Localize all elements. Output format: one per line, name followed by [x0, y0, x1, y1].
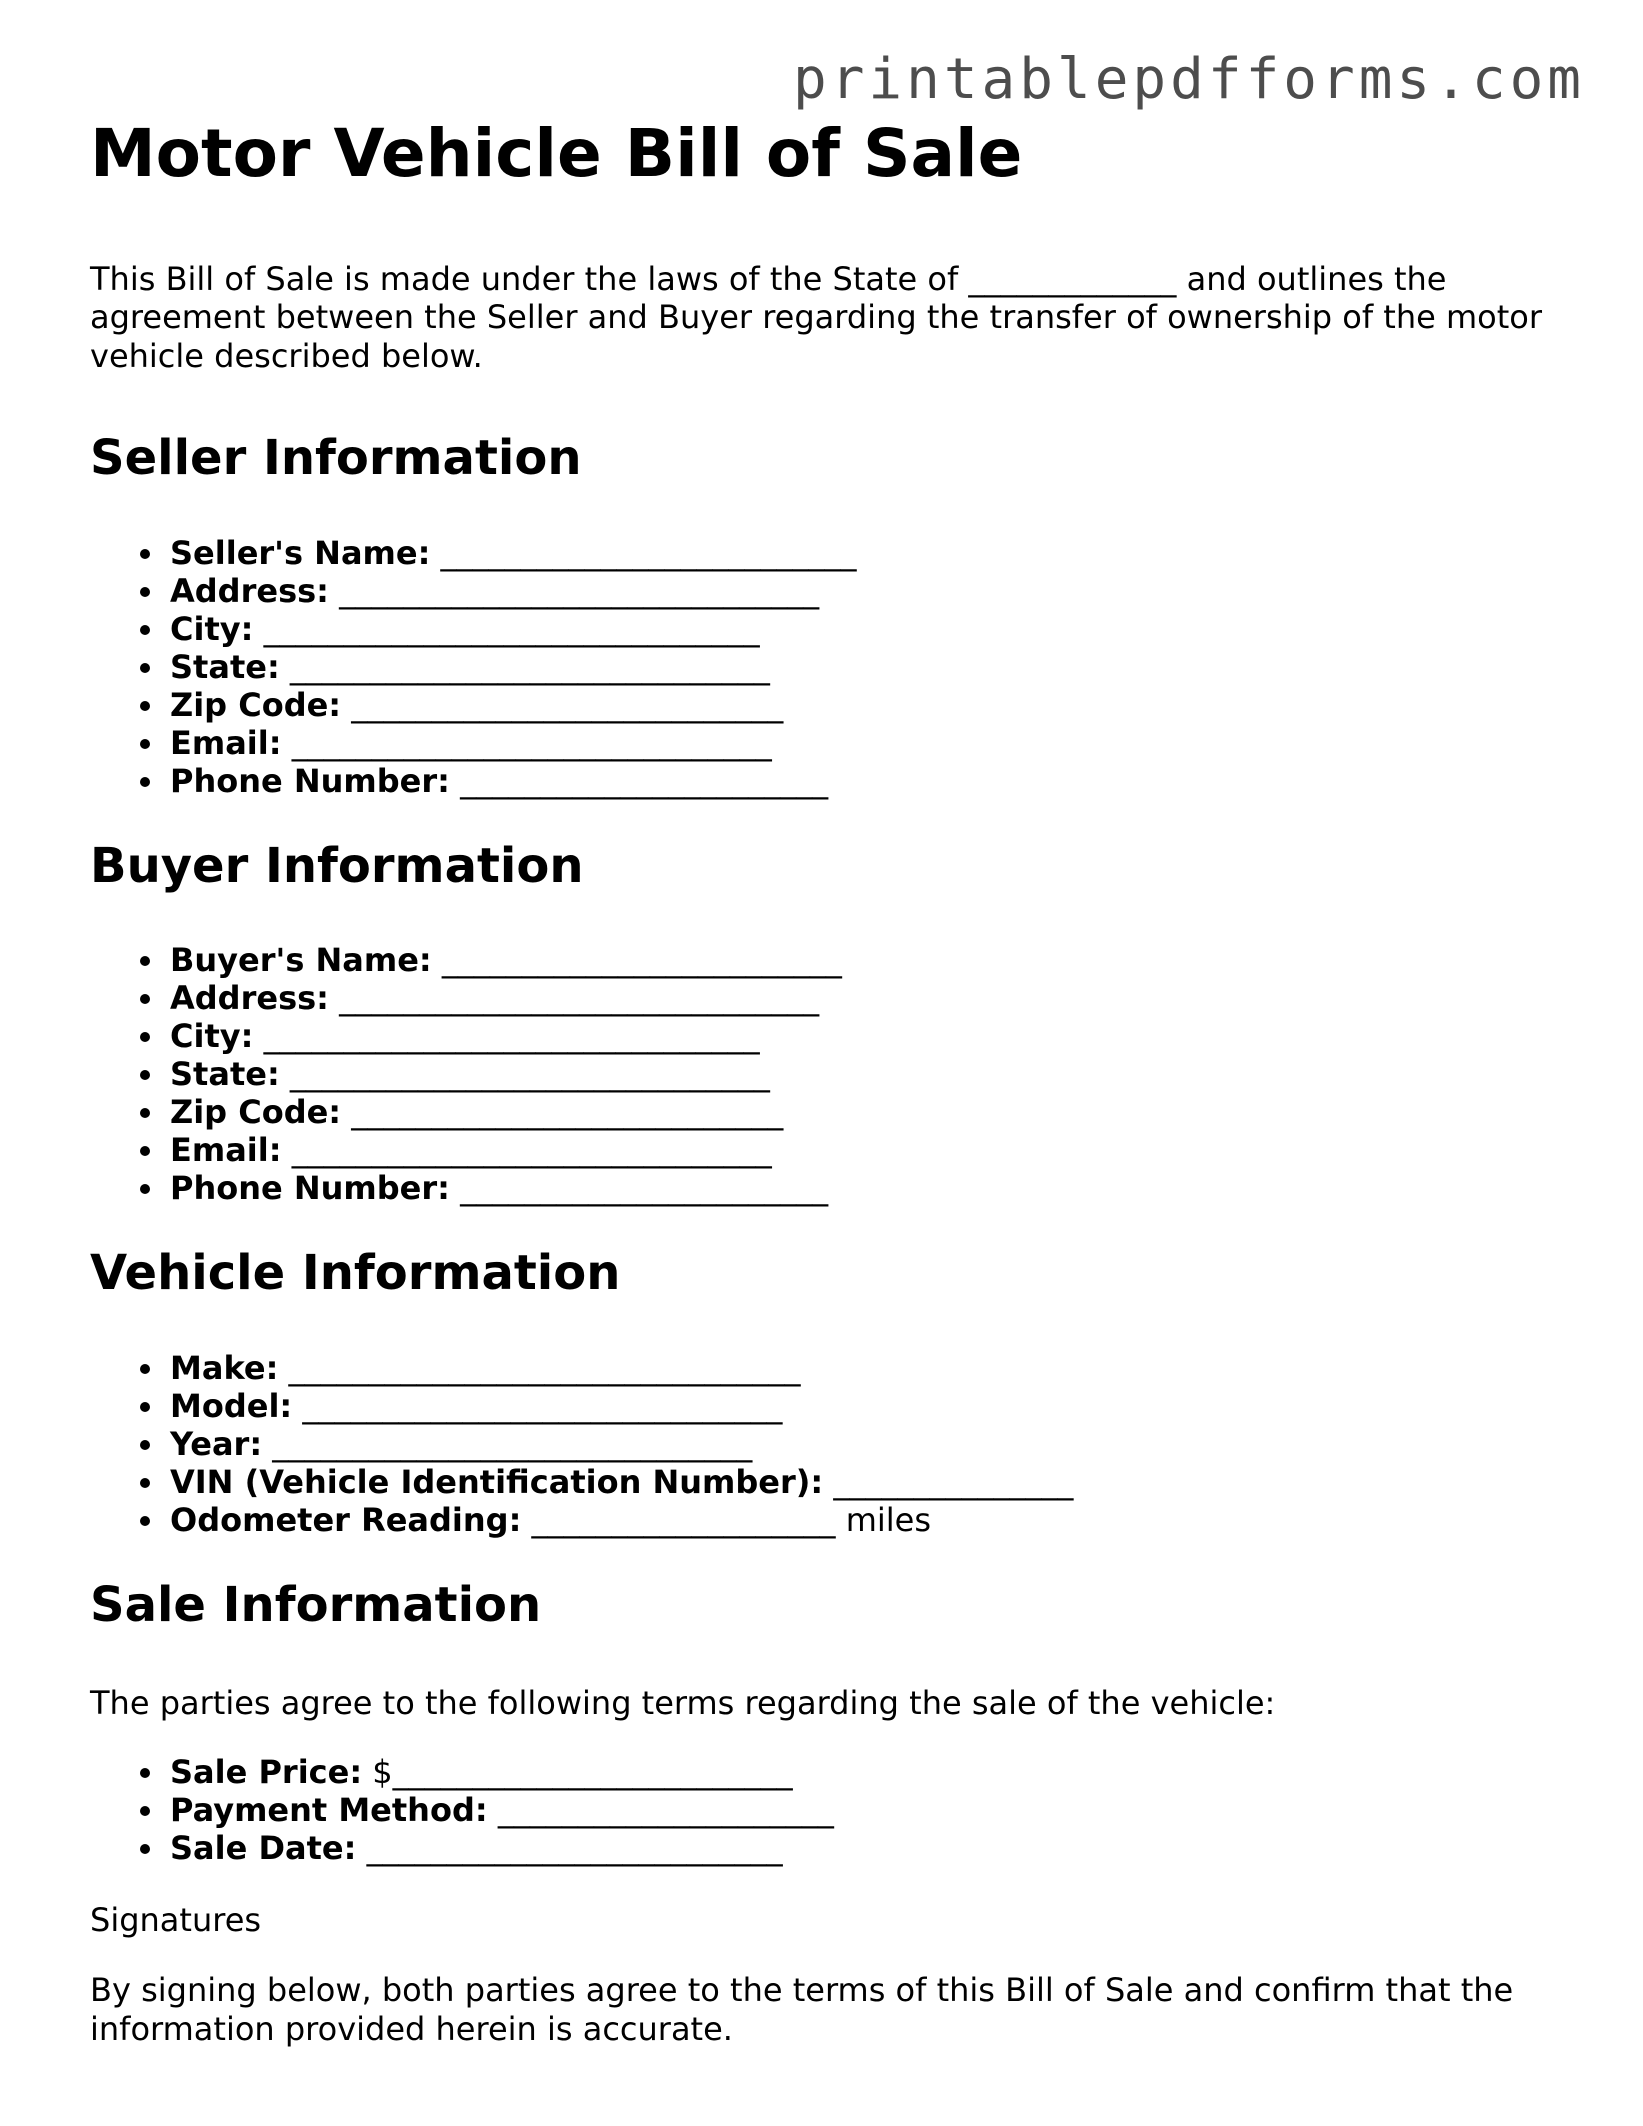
fill-in-blank[interactable]: _______________________________	[263, 1017, 760, 1056]
field-label: VIN (Vehicle Identification Number):	[170, 1462, 824, 1501]
fill-in-blank[interactable]: __________________________	[366, 1828, 783, 1867]
fill-in-blank[interactable]: _____________________	[497, 1790, 834, 1829]
fill-in-blank[interactable]: ______________________________	[289, 1055, 770, 1094]
field-label: Zip Code:	[170, 1093, 342, 1132]
seller-section-heading: Seller Information	[90, 430, 582, 487]
seller-email-field	[170, 724, 1550, 762]
watermark: printablepdfforms.com	[792, 47, 1585, 112]
field-label: Model:	[170, 1386, 293, 1425]
field-label: Email:	[170, 723, 282, 762]
fill-in-blank[interactable]: ________________________________	[288, 1348, 801, 1387]
buyer-zip-field	[170, 1093, 1550, 1131]
seller-city-field	[170, 610, 1550, 648]
field-label: Make:	[170, 1348, 279, 1387]
vehicle-model-field	[170, 1387, 1550, 1425]
buyer-fields-list	[90, 941, 1550, 1207]
field-label: Sale Date:	[170, 1828, 357, 1867]
fill-in-blank[interactable]: ______________________________	[339, 571, 820, 610]
field-label: Sale Price:	[170, 1752, 363, 1791]
vehicle-year-field	[170, 1425, 1550, 1463]
field-label: State:	[170, 1055, 280, 1094]
payment-method-field	[170, 1791, 1550, 1829]
buyer-phone-field	[170, 1169, 1550, 1207]
field-label: Email:	[170, 1131, 282, 1170]
fill-in-blank[interactable]: ______________________________	[291, 723, 772, 762]
buyer-address-field	[170, 979, 1550, 1017]
seller-phone-field	[170, 762, 1550, 800]
bill-of-sale-document	[90, 116, 1550, 2048]
fill-in-blank[interactable]: _______________________	[460, 761, 829, 800]
odometer-unit: miles	[835, 1500, 932, 1539]
sale-terms-text: The parties agree to the following terms regarding the sale of the vehicle:	[90, 1684, 1276, 1723]
field-label: Phone Number:	[170, 761, 450, 800]
vehicle-fields-list	[90, 1349, 1550, 1539]
buyer-name-field	[170, 941, 1550, 979]
seller-zip-field	[170, 686, 1550, 724]
field-label: Phone Number:	[170, 1169, 450, 1208]
field-label: Zip Code:	[170, 685, 342, 724]
fill-in-blank[interactable]: ______________________________	[339, 979, 820, 1018]
field-label: Year:	[170, 1424, 263, 1463]
field-label: Buyer's Name:	[170, 941, 432, 980]
fill-in-blank[interactable]: ______________________________	[272, 1424, 753, 1463]
seller-fields-list	[90, 534, 1550, 800]
buyer-city-field	[170, 1017, 1550, 1055]
fill-in-blank[interactable]: __________________________	[440, 533, 857, 572]
seller-state-field	[170, 648, 1550, 686]
field-label: Address:	[170, 979, 329, 1018]
intro-paragraph: This Bill of Sale is made under the laws of the State of _____________ and outlines the agreement between the Seller and Buyer regarding the transfer of ownership of the motor vehicle described below.	[90, 259, 1543, 375]
fill-in-blank[interactable]: $_________________________	[372, 1752, 793, 1791]
field-label: State:	[170, 647, 280, 686]
sale-section-heading: Sale Information	[90, 1576, 542, 1633]
sale-fields-list	[90, 1753, 1550, 1867]
fill-in-blank[interactable]: _______________	[833, 1462, 1074, 1501]
sale-date-field	[170, 1829, 1550, 1867]
signatures-heading: Signatures	[90, 1900, 262, 1939]
fill-in-blank[interactable]: ___________________________	[351, 685, 784, 724]
field-label: City:	[170, 609, 254, 648]
buyer-state-field	[170, 1055, 1550, 1093]
fill-in-blank[interactable]: ___________________________	[351, 1093, 784, 1132]
field-label: Payment Method:	[170, 1790, 488, 1829]
seller-name-field	[170, 534, 1550, 572]
vehicle-make-field	[170, 1349, 1550, 1387]
buyer-section-heading: Buyer Information	[90, 837, 584, 894]
fill-in-blank[interactable]: _______________________________	[263, 609, 760, 648]
fill-in-blank[interactable]: ___________________	[531, 1500, 836, 1539]
fill-in-blank[interactable]: ______________________________	[291, 1131, 772, 1170]
fill-in-blank[interactable]: _______________________	[460, 1169, 829, 1208]
field-label: Address:	[170, 571, 329, 610]
fill-in-blank[interactable]: _________________________	[441, 941, 842, 980]
field-label: Seller's Name:	[170, 533, 431, 572]
field-label: City:	[170, 1017, 254, 1056]
fill-in-blank[interactable]: ______________________________	[302, 1386, 783, 1425]
sale-price-field	[170, 1753, 1550, 1791]
seller-address-field	[170, 572, 1550, 610]
fill-in-blank[interactable]: ______________________________	[289, 647, 770, 686]
field-label: Odometer Reading:	[170, 1500, 522, 1539]
page-title: Motor Vehicle Bill of Sale	[90, 115, 1023, 192]
vehicle-vin-field	[170, 1463, 1550, 1501]
vehicle-section-heading: Vehicle Information	[90, 1245, 621, 1302]
signatures-text: By signing below, both parties agree to the terms of this Bill of Sale and confirm that the information provided herein is accurate.	[90, 1971, 1514, 2048]
vehicle-odometer-field	[170, 1501, 1550, 1539]
buyer-email-field	[170, 1131, 1550, 1169]
